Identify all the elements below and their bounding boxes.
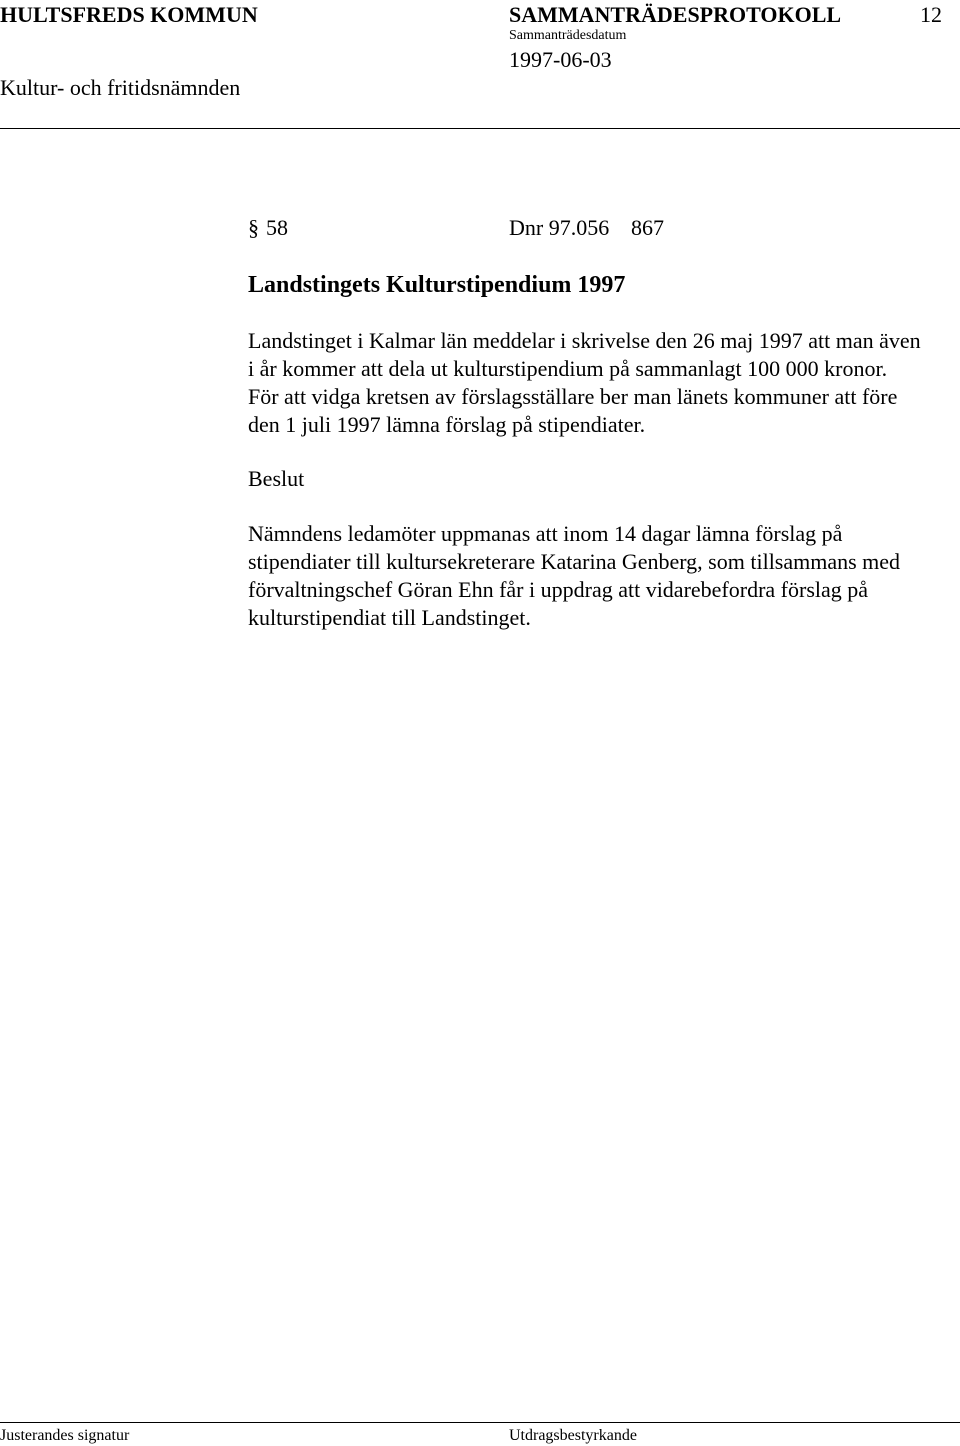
signature-label: Justerandes signatur [0, 1427, 130, 1444]
diary-number: 867 [631, 215, 664, 240]
intro-line: den 1 juli 1997 lämna förslag på stipendiater. [248, 412, 646, 437]
intro-line: För att vidga kretsen av förslagsställare ber man länets kommuner att före [248, 384, 898, 409]
meeting-date: 1997-06-03 [509, 47, 612, 72]
decision-line: kulturstipendiat till Landstinget. [248, 605, 531, 630]
header-divider [0, 128, 960, 129]
diary-number-label: Dnr 97.056 [509, 215, 610, 240]
intro-line: i år kommer att dela ut kulturstipendium på sammanlagt 100 000 kronor. [248, 356, 888, 381]
decision-paragraph [248, 520, 960, 632]
decision-line: förvaltningschef Göran Ehn får i uppdrag att vidarebefordra förslag på [248, 577, 869, 602]
paragraph-symbol: § [248, 215, 259, 240]
decision-heading: Beslut [248, 466, 305, 491]
decision-line: stipendiater till kultursekreterare Katarina Genberg, som tillsammans med [248, 549, 901, 574]
meeting-date-label: Sammanträdesdatum [509, 28, 627, 43]
section-title: Landstingets Kulturstipendium 1997 [248, 272, 626, 298]
intro-paragraph [248, 327, 960, 439]
section-number: 58 [266, 215, 288, 240]
intro-line: Landstinget i Kalmar län meddelar i skrivelse den 26 maj 1997 att man även [248, 328, 921, 353]
municipality-name: HULTSFREDS KOMMUN [0, 2, 258, 27]
footer-divider [0, 1422, 960, 1423]
certification-label: Utdragsbestyrkande [509, 1427, 637, 1444]
decision-line: Nämndens ledamöter uppmanas att inom 14 dagar lämna förslag på [248, 521, 843, 546]
document-type: SAMMANTRÄDESPROTOKOLL [509, 2, 842, 27]
page-number: 12 [920, 2, 942, 27]
committee-name: Kultur- och fritidsnämnden [0, 75, 241, 100]
